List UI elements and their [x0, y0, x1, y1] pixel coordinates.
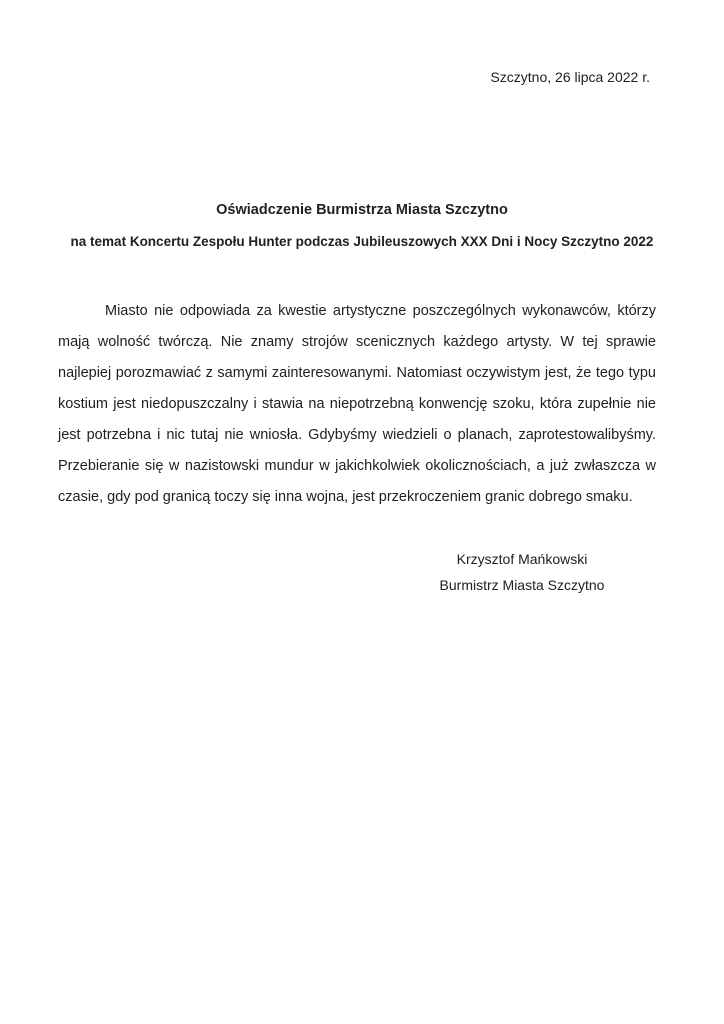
body-paragraph: Miasto nie odpowiada za kwestie artystyczne poszczególnych wykonawców, którzy mają wolność twórczą. Nie znamy strojów scenicznych każdego artysty. W tej sprawie najlepiej porozmawiać z samymi zainteresowanymi. Natomiast oczywistym jest, że tego typu kostium jest niedopuszczalny i stawia na niepotrzebną konwencję szoku, która zupełnie nie jest potrzebna i nic tutaj nie wniosła. Gdybyśmy wiedzieli o planach, zaprotestowalibyśmy. Przebieranie się w nazistowski mundur w jakichkolwiek okolicznościach, a już zwłaszcza w czasie, gdy pod granicą toczy się inna wojna, jest przekroczeniem granic dobrego smaku.: [58, 303, 656, 505]
document-subtitle: na temat Koncertu Zespołu Hunter podczas Jubileuszowych XXX Dni i Nocy Szczytno 2022: [70, 234, 654, 249]
date-line: Szczytno, 26 lipca 2022 r.: [490, 69, 650, 85]
signature-role: Burmistrz Miasta Szczytno: [439, 577, 605, 593]
document-title: Oświadczenie Burmistrza Miasta Szczytno: [216, 202, 508, 218]
signature-block: [392, 546, 652, 598]
signature-name: Krzysztof Mańkowski: [456, 551, 588, 567]
